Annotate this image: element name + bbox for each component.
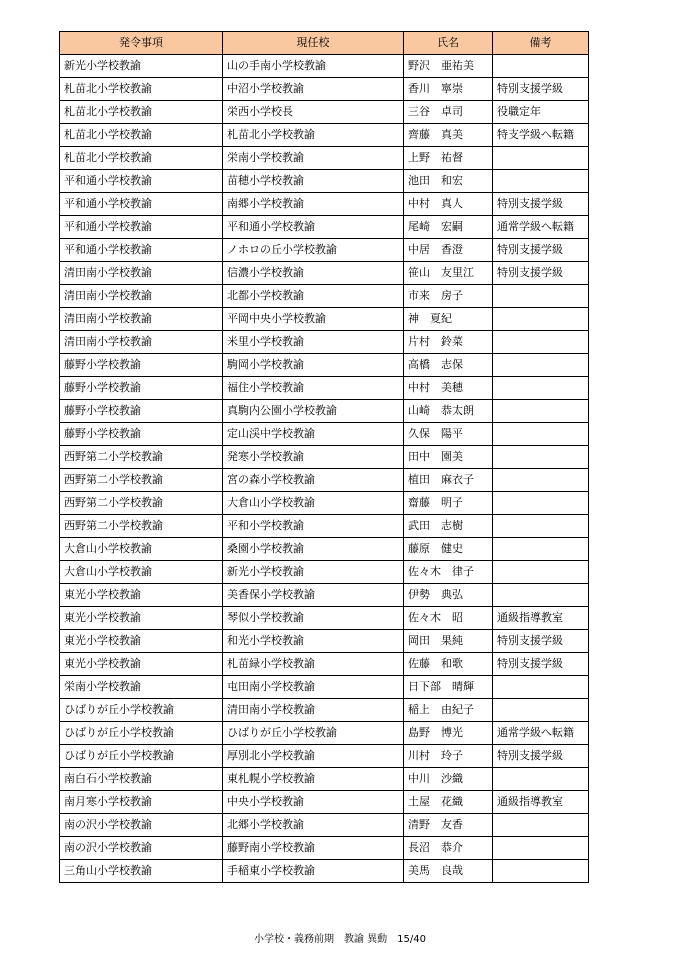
table-row <box>60 193 589 216</box>
cell-appointment: 西野第二小学校教諭 <box>60 469 223 492</box>
table-row <box>60 446 589 469</box>
cell-current-school: 栄西小学校長 <box>223 101 404 124</box>
table-row <box>60 653 589 676</box>
cell-remarks: 通常学級へ転籍 <box>493 722 589 745</box>
table-row <box>60 423 589 446</box>
table-row <box>60 400 589 423</box>
cell-remarks <box>493 469 589 492</box>
cell-current-school: 和光小学校教諭 <box>223 630 404 653</box>
cell-remarks <box>493 676 589 699</box>
cell-appointment: 平和通小学校教諭 <box>60 170 223 193</box>
cell-current-school: 清田南小学校教諭 <box>223 699 404 722</box>
table-row <box>60 216 589 239</box>
table-row <box>60 515 589 538</box>
cell-remarks: 特支学級へ転籍 <box>493 124 589 147</box>
cell-appointment: 新光小学校教諭 <box>60 55 223 78</box>
cell-current-school: 桑園小学校教諭 <box>223 538 404 561</box>
cell-remarks <box>493 561 589 584</box>
cell-appointment: 藤野小学校教諭 <box>60 400 223 423</box>
cell-current-school: 大倉山小学校教諭 <box>223 492 404 515</box>
cell-remarks: 特別支援学級 <box>493 78 589 101</box>
cell-appointment: 札苗北小学校教諭 <box>60 124 223 147</box>
cell-appointment: ひばりが丘小学校教諭 <box>60 745 223 768</box>
table-row <box>60 124 589 147</box>
cell-current-school: 山の手南小学校教諭 <box>223 55 404 78</box>
table-row <box>60 101 589 124</box>
cell-appointment: 東光小学校教諭 <box>60 607 223 630</box>
cell-current-school: 新光小学校教諭 <box>223 561 404 584</box>
cell-name: 島野 博光 <box>404 722 493 745</box>
cell-current-school: 福住小学校教諭 <box>223 377 404 400</box>
cell-appointment: 大倉山小学校教諭 <box>60 538 223 561</box>
cell-current-school: 南郷小学校教諭 <box>223 193 404 216</box>
cell-name: 稲上 由紀子 <box>404 699 493 722</box>
cell-appointment: 南白石小学校教諭 <box>60 768 223 791</box>
cell-current-school: 栄南小学校教諭 <box>223 147 404 170</box>
table-row <box>60 768 589 791</box>
cell-remarks <box>493 538 589 561</box>
cell-name: 尾崎 宏嗣 <box>404 216 493 239</box>
cell-name: 神 夏紀 <box>404 308 493 331</box>
table-row <box>60 722 589 745</box>
header-current-school: 現任校 <box>223 32 404 55</box>
cell-current-school: 平岡中央小学校教諭 <box>223 308 404 331</box>
cell-name: 武田 志樹 <box>404 515 493 538</box>
header-remarks: 備考 <box>493 32 589 55</box>
cell-appointment: 藤野小学校教諭 <box>60 354 223 377</box>
cell-appointment: 平和通小学校教諭 <box>60 193 223 216</box>
cell-remarks: 通常学級へ転籍 <box>493 216 589 239</box>
table-row <box>60 607 589 630</box>
cell-current-school: 藤野南小学校教諭 <box>223 837 404 860</box>
cell-name: 美馬 良哉 <box>404 860 493 883</box>
cell-remarks <box>493 147 589 170</box>
cell-remarks: 通級指導教室 <box>493 791 589 814</box>
cell-current-school: 屯田南小学校教諭 <box>223 676 404 699</box>
cell-current-school: 琴似小学校教諭 <box>223 607 404 630</box>
table-row <box>60 538 589 561</box>
cell-name: 久保 陽平 <box>404 423 493 446</box>
cell-remarks: 特別支援学級 <box>493 653 589 676</box>
cell-remarks: 特別支援学級 <box>493 630 589 653</box>
cell-remarks <box>493 55 589 78</box>
cell-name: 佐々木 昭 <box>404 607 493 630</box>
cell-name: 山崎 恭太朗 <box>404 400 493 423</box>
cell-remarks <box>493 423 589 446</box>
cell-current-school: 中央小学校教諭 <box>223 791 404 814</box>
cell-appointment: 札苗北小学校教諭 <box>60 78 223 101</box>
table-row <box>60 55 589 78</box>
cell-remarks: 特別支援学級 <box>493 745 589 768</box>
table-row <box>60 860 589 883</box>
cell-remarks: 特別支援学級 <box>493 262 589 285</box>
cell-appointment: 南月寒小学校教諭 <box>60 791 223 814</box>
cell-name: 齊藤 真美 <box>404 124 493 147</box>
cell-current-school: 東札幌小学校教諭 <box>223 768 404 791</box>
cell-remarks <box>493 768 589 791</box>
cell-remarks: 特別支援学級 <box>493 239 589 262</box>
table-row <box>60 791 589 814</box>
table-row <box>60 331 589 354</box>
cell-appointment: 藤野小学校教諭 <box>60 377 223 400</box>
table-row <box>60 469 589 492</box>
cell-name: 笹山 友里江 <box>404 262 493 285</box>
table-row <box>60 561 589 584</box>
cell-current-school: 信濃小学校教諭 <box>223 262 404 285</box>
cell-name: 佐々木 律子 <box>404 561 493 584</box>
cell-name: 高橋 志保 <box>404 354 493 377</box>
cell-current-school: 米里小学校教諭 <box>223 331 404 354</box>
cell-name: 清野 友香 <box>404 814 493 837</box>
cell-remarks: 通級指導教室 <box>493 607 589 630</box>
header-name: 氏名 <box>404 32 493 55</box>
cell-current-school: 宮の森小学校教諭 <box>223 469 404 492</box>
cell-current-school: ひばりが丘小学校教諭 <box>223 722 404 745</box>
page-footer: 小学校・義務前期 教諭 異動 15/40 <box>254 934 426 945</box>
table-row <box>60 676 589 699</box>
table-row <box>60 308 589 331</box>
personnel-table <box>59 31 589 883</box>
cell-remarks <box>493 377 589 400</box>
table-row <box>60 492 589 515</box>
cell-current-school: 厚別北小学校教諭 <box>223 745 404 768</box>
table-row <box>60 630 589 653</box>
cell-remarks <box>493 400 589 423</box>
cell-appointment: 東光小学校教諭 <box>60 653 223 676</box>
cell-current-school: 苗穂小学校教諭 <box>223 170 404 193</box>
cell-appointment: 大倉山小学校教諭 <box>60 561 223 584</box>
cell-current-school: 札苗北小学校教諭 <box>223 124 404 147</box>
table-row <box>60 285 589 308</box>
cell-remarks <box>493 354 589 377</box>
table-row <box>60 837 589 860</box>
cell-current-school: 美香保小学校教諭 <box>223 584 404 607</box>
table-row <box>60 147 589 170</box>
table-body <box>60 55 589 883</box>
cell-current-school: 手稲東小学校教諭 <box>223 860 404 883</box>
table-row <box>60 814 589 837</box>
cell-appointment: 栄南小学校教諭 <box>60 676 223 699</box>
cell-remarks <box>493 860 589 883</box>
table-row <box>60 584 589 607</box>
cell-name: 藤原 健史 <box>404 538 493 561</box>
cell-appointment: 清田南小学校教諭 <box>60 331 223 354</box>
cell-name: 岡田 果純 <box>404 630 493 653</box>
cell-remarks <box>493 331 589 354</box>
cell-remarks: 特別支援学級 <box>493 193 589 216</box>
cell-appointment: 西野第二小学校教諭 <box>60 515 223 538</box>
cell-appointment: 南の沢小学校教諭 <box>60 837 223 860</box>
cell-current-school: 真駒内公園小学校教諭 <box>223 400 404 423</box>
table-row <box>60 377 589 400</box>
cell-appointment: 東光小学校教諭 <box>60 584 223 607</box>
cell-name: 池田 和宏 <box>404 170 493 193</box>
cell-appointment: 清田南小学校教諭 <box>60 285 223 308</box>
cell-name: 三谷 卓司 <box>404 101 493 124</box>
cell-name: 佐藤 和歌 <box>404 653 493 676</box>
cell-appointment: ひばりが丘小学校教諭 <box>60 722 223 745</box>
cell-remarks: 役職定年 <box>493 101 589 124</box>
cell-name: 片村 鈴菜 <box>404 331 493 354</box>
cell-name: 土屋 花織 <box>404 791 493 814</box>
cell-current-school: 平和小学校教諭 <box>223 515 404 538</box>
table-row <box>60 239 589 262</box>
header-appointment: 発令事項 <box>60 32 223 55</box>
cell-name: 野沢 亜祐美 <box>404 55 493 78</box>
cell-appointment: 清田南小学校教諭 <box>60 308 223 331</box>
cell-appointment: 西野第二小学校教諭 <box>60 446 223 469</box>
table-row <box>60 170 589 193</box>
cell-remarks <box>493 285 589 308</box>
cell-current-school: 中沼小学校教諭 <box>223 78 404 101</box>
cell-appointment: 札苗北小学校教諭 <box>60 101 223 124</box>
table-row <box>60 699 589 722</box>
cell-name: 伊勢 典弘 <box>404 584 493 607</box>
table-header-row <box>60 32 589 55</box>
cell-name: 日下部 晴輝 <box>404 676 493 699</box>
cell-name: 長沼 恭介 <box>404 837 493 860</box>
table-row <box>60 78 589 101</box>
cell-current-school: 発寒小学校教諭 <box>223 446 404 469</box>
cell-remarks <box>493 446 589 469</box>
cell-remarks <box>493 492 589 515</box>
table-row <box>60 354 589 377</box>
cell-current-school: 平和通小学校教諭 <box>223 216 404 239</box>
cell-appointment: 東光小学校教諭 <box>60 630 223 653</box>
cell-appointment: 札苗北小学校教諭 <box>60 147 223 170</box>
cell-remarks <box>493 170 589 193</box>
table-row <box>60 262 589 285</box>
cell-remarks <box>493 584 589 607</box>
cell-current-school: ノホロの丘小学校教諭 <box>223 239 404 262</box>
cell-current-school: 北郷小学校教諭 <box>223 814 404 837</box>
cell-appointment: 平和通小学校教諭 <box>60 239 223 262</box>
cell-name: 植田 麻衣子 <box>404 469 493 492</box>
cell-remarks <box>493 515 589 538</box>
cell-remarks <box>493 837 589 860</box>
cell-appointment: 藤野小学校教諭 <box>60 423 223 446</box>
cell-remarks <box>493 814 589 837</box>
cell-name: 中村 美穂 <box>404 377 493 400</box>
cell-remarks <box>493 699 589 722</box>
cell-name: 香川 寧崇 <box>404 78 493 101</box>
cell-current-school: 定山渓中学校教諭 <box>223 423 404 446</box>
cell-current-school: 北都小学校教諭 <box>223 285 404 308</box>
cell-name: 中川 沙織 <box>404 768 493 791</box>
cell-appointment: 南の沢小学校教諭 <box>60 814 223 837</box>
cell-name: 中居 香澄 <box>404 239 493 262</box>
cell-appointment: ひばりが丘小学校教諭 <box>60 699 223 722</box>
cell-appointment: 平和通小学校教諭 <box>60 216 223 239</box>
cell-name: 上野 祐督 <box>404 147 493 170</box>
cell-appointment: 清田南小学校教諭 <box>60 262 223 285</box>
cell-appointment: 三角山小学校教諭 <box>60 860 223 883</box>
cell-name: 田中 園美 <box>404 446 493 469</box>
cell-remarks <box>493 308 589 331</box>
table-row <box>60 745 589 768</box>
cell-name: 中村 真人 <box>404 193 493 216</box>
cell-current-school: 駒岡小学校教諭 <box>223 354 404 377</box>
cell-appointment: 西野第二小学校教諭 <box>60 492 223 515</box>
cell-name: 川村 玲子 <box>404 745 493 768</box>
cell-name: 市来 房子 <box>404 285 493 308</box>
cell-current-school: 札苗緑小学校教諭 <box>223 653 404 676</box>
cell-name: 齋藤 明子 <box>404 492 493 515</box>
